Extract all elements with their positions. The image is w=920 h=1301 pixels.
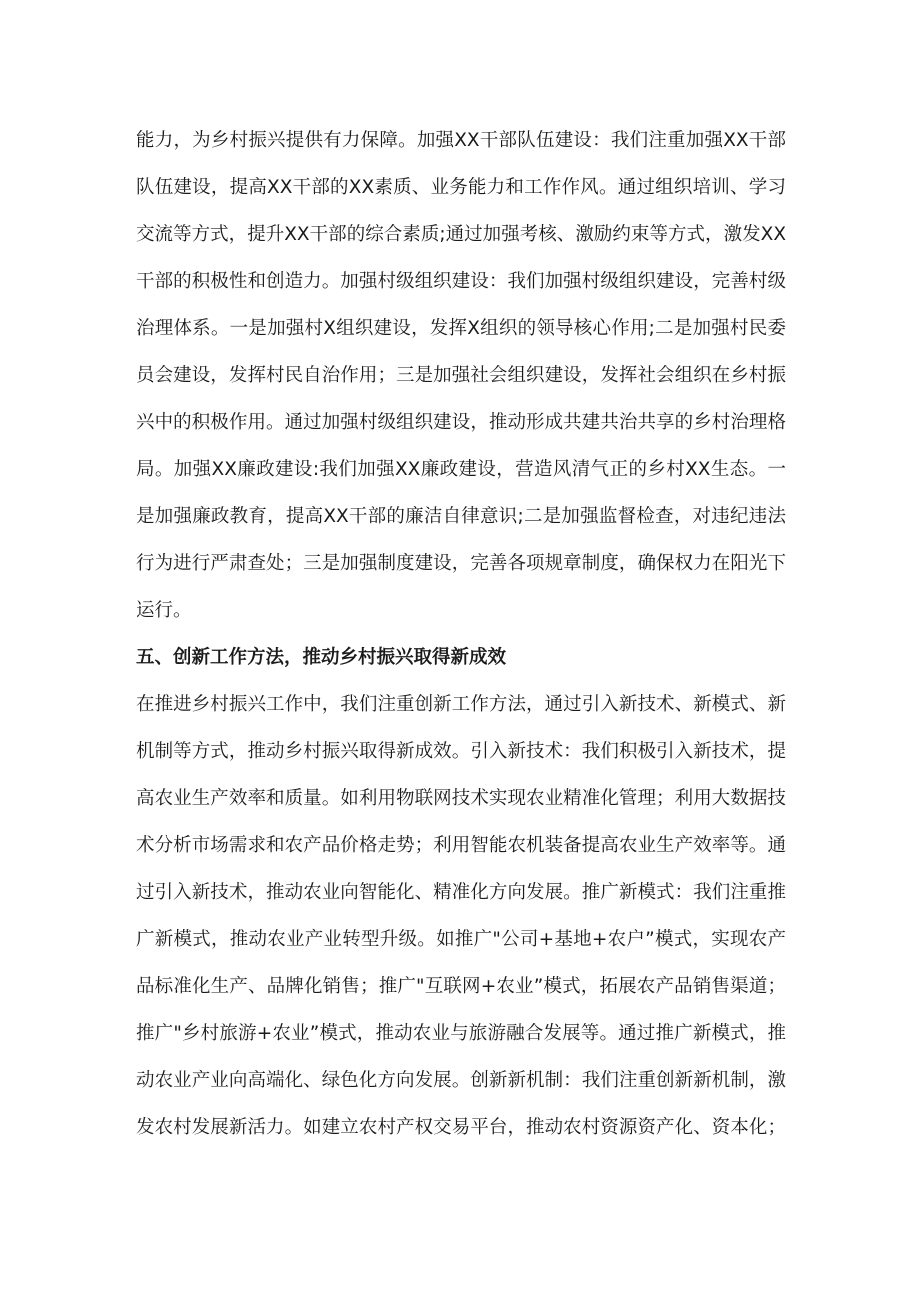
paragraph-line: 行为进行严肃查处；三是加强制度建设，完善各项规章制度，确保权力在阳光下 [136, 553, 786, 574]
paragraph-line: 交流等方式，提升XX干部的综合素质;通过加强考核、激励约束等方式，激发XX [136, 224, 786, 245]
paragraph-line: 发农村发展新活力。如建立农村产权交易平台，推动农村资源资产化、资本化； [136, 1117, 786, 1138]
paragraph-line: 治理体系。一是加强村X组织建设，发挥X组织的领导核心作用;二是加强村民委 [136, 318, 786, 339]
paragraph-line: 品标准化生产、品牌化销售；推广"互联网+农业”模式，拓展农产品销售渠道； [136, 976, 786, 997]
paragraph-line: 兴中的积极作用。通过加强村级组织建设，推动形成共建共治共享的乡村治理格 [136, 412, 786, 433]
paragraph-line: 高农业生产效率和质量。如利用物联网技术实现农业精准化管理；利用大数据技 [136, 788, 786, 809]
paragraph-line: 局。加强XX廉政建设:我们加强XX廉政建设，营造风清气正的乡村XX生态。一 [136, 459, 786, 480]
paragraph-line: 过引入新技术，推动农业向智能化、精准化方向发展。推广新模式：我们注重推 [136, 882, 786, 903]
paragraph-line: 广新模式，推动农业产业转型升级。如推广"公司+基地+农户”模式，实现农产 [136, 929, 786, 950]
paragraph-line: 干部的积极性和创造力。加强村级组织建设：我们加强村级组织建设，完善村级 [136, 271, 786, 292]
paragraph-line: 队伍建设，提高XX干部的XX素质、业务能力和工作作风。通过组织培训、学习 [136, 177, 786, 198]
section-heading: 五、创新工作方法，推动乡村振兴取得新成效 [136, 647, 507, 668]
paragraph-line: 在推进乡村振兴工作中，我们注重创新工作方法，通过引入新技术、新模式、新 [136, 694, 786, 715]
paragraph-line: 员会建设，发挥村民自治作用；三是加强社会组织建设，发挥社会组织在乡村振 [136, 365, 786, 386]
paragraph-line: 机制等方式，推动乡村振兴取得新成效。引入新技术：我们积极引入新技术，提 [136, 741, 786, 762]
paragraph-line: 术分析市场需求和农产品价格走势；利用智能农机装备提高农业生产效率等。通 [136, 835, 786, 856]
paragraph-line: 是加强廉政教育，提高XX干部的廉洁自律意识;二是加强监督检查，对违纪违法 [136, 506, 786, 527]
paragraph-line: 能力，为乡村振兴提供有力保障。加强XX干部队伍建设：我们注重加强XX干部 [136, 130, 786, 151]
paragraph-line: 运行。 [136, 600, 192, 621]
paragraph-line: 动农业产业向高端化、绿色化方向发展。创新新机制：我们注重创新新机制，激 [136, 1070, 786, 1091]
paragraph-line: 推广"乡村旅游+农业”模式，推动农业与旅游融合发展等。通过推广新模式，推 [136, 1023, 786, 1044]
